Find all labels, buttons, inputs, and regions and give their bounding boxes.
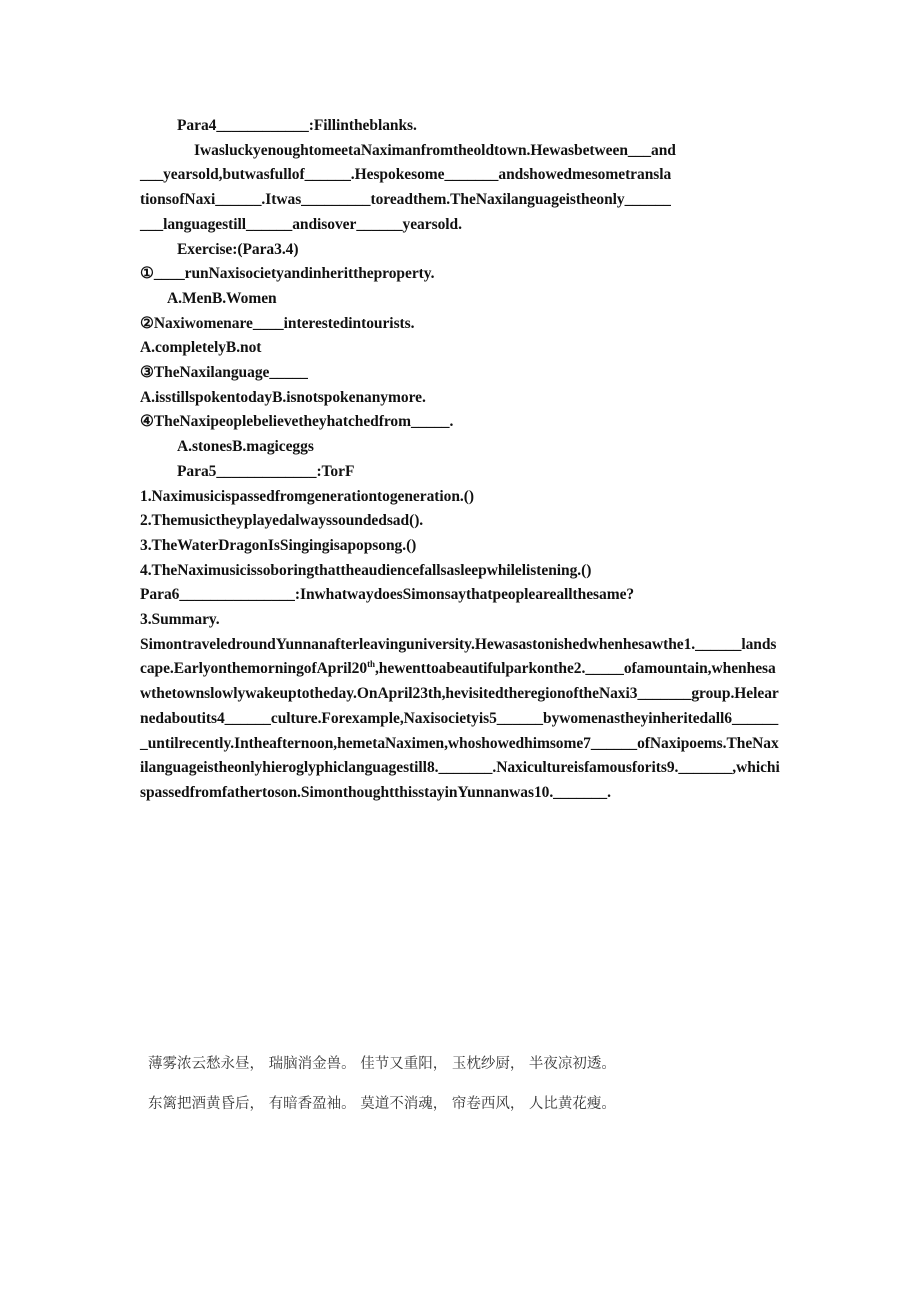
para4-heading: Para4____________:Fillintheblanks. [177, 117, 417, 134]
question-2: ②Naxiwomenare____interestedintourists. [140, 314, 415, 332]
true-false-item-2: 2.Themusictheyplayedalwayssoundedsad(). [140, 512, 424, 530]
para5-heading: Para5_____________:TorF [177, 462, 355, 480]
poem-line-1: 薄雾浓云愁永昼， 瑞脑消金兽。 佳节又重阳， 玉枕纱厨， 半夜凉初透。 [148, 1056, 616, 1072]
exercise-heading: Exercise:(Para3.4) [177, 240, 299, 258]
question-3-options: A.isstillspokentodayB.isnotspokenanymore. [140, 388, 426, 406]
true-false-item-4: 4.TheNaximusicissoboringthattheaudiencefallsasleepwhilelistening.() [140, 561, 592, 579]
true-false-item-3: 3.TheWaterDragonIsSingingisapopsong.() [140, 536, 417, 554]
true-false-item-1: 1.Naximusicispassedfromgenerationtogeneration.() [140, 487, 474, 505]
question-4: ④TheNaxipeoplebelievetheyhatchedfrom_____. [140, 413, 454, 431]
summary-paragraph [140, 633, 780, 806]
question-1: ①____runNaxisocietyandinherittheproperty. [140, 265, 435, 283]
summary-heading: 3.Summary. [140, 611, 220, 629]
question-4-options: A.stonesB.magiceggs [177, 438, 314, 456]
para4-text-line-2: ___yearsold,butwasfullof______.Hespokesome_______andshowedmesometransla [140, 166, 672, 184]
worksheet-body [140, 114, 780, 806]
para4-text-line-3: tionsofNaxi______.Itwas_________toreadthem.TheNaxilanguageistheonly______ [140, 191, 671, 209]
question-2-options: A.completelyB.not [140, 339, 262, 357]
para4-text-line-1: IwasluckyenoughtomeetaNaximanfromtheoldtown.Hewasbetween___and [194, 141, 676, 159]
question-1-options: A.MenB.Women [167, 289, 277, 307]
question-3: ③TheNaxilanguage_____ [140, 364, 308, 382]
summary-text-part-1: SimontraveledroundYunnanafterleavinguniversity.Hewasastonishedwhenhesawthe1.______landscape.EarlyonthemorningofApril20 [140, 635, 777, 678]
summary-superscript: th [367, 659, 375, 670]
para4-text-line-4: ___languagestill______andisover______yearsold. [140, 215, 462, 233]
summary-text-part-2: ,hewenttoabeautifulparkonthe2._____ofamountain,whenhesawthetownslowlywakeuptotheday.OnApril23th,hevisitedtheregionoftheNaxi3_______group.Helearnedaboutits4______culture.Forexample,Naxisocietyis5______bywomenastheyinheritedall6_______untilrecently.Intheafternoon,hemetaNaximen,whoshowedhimsome7______ofNaxipoems.TheNaxilanguageistheonlyhieroglyphiclanguagestill8._______.Naxicultureisfamousforits9._______,whichispassedfromfathertoson.SimonthoughtthisstayinYunnanwas10._______. [140, 660, 780, 801]
poem-line-2: 东篱把酒黄昏后， 有暗香盈袖。 莫道不消魂， 帘卷西风， 人比黄花瘦。 [148, 1096, 616, 1112]
para6-heading: Para6_______________:InwhatwaydoesSimonsaythatpeopleareallthesame? [140, 586, 635, 604]
